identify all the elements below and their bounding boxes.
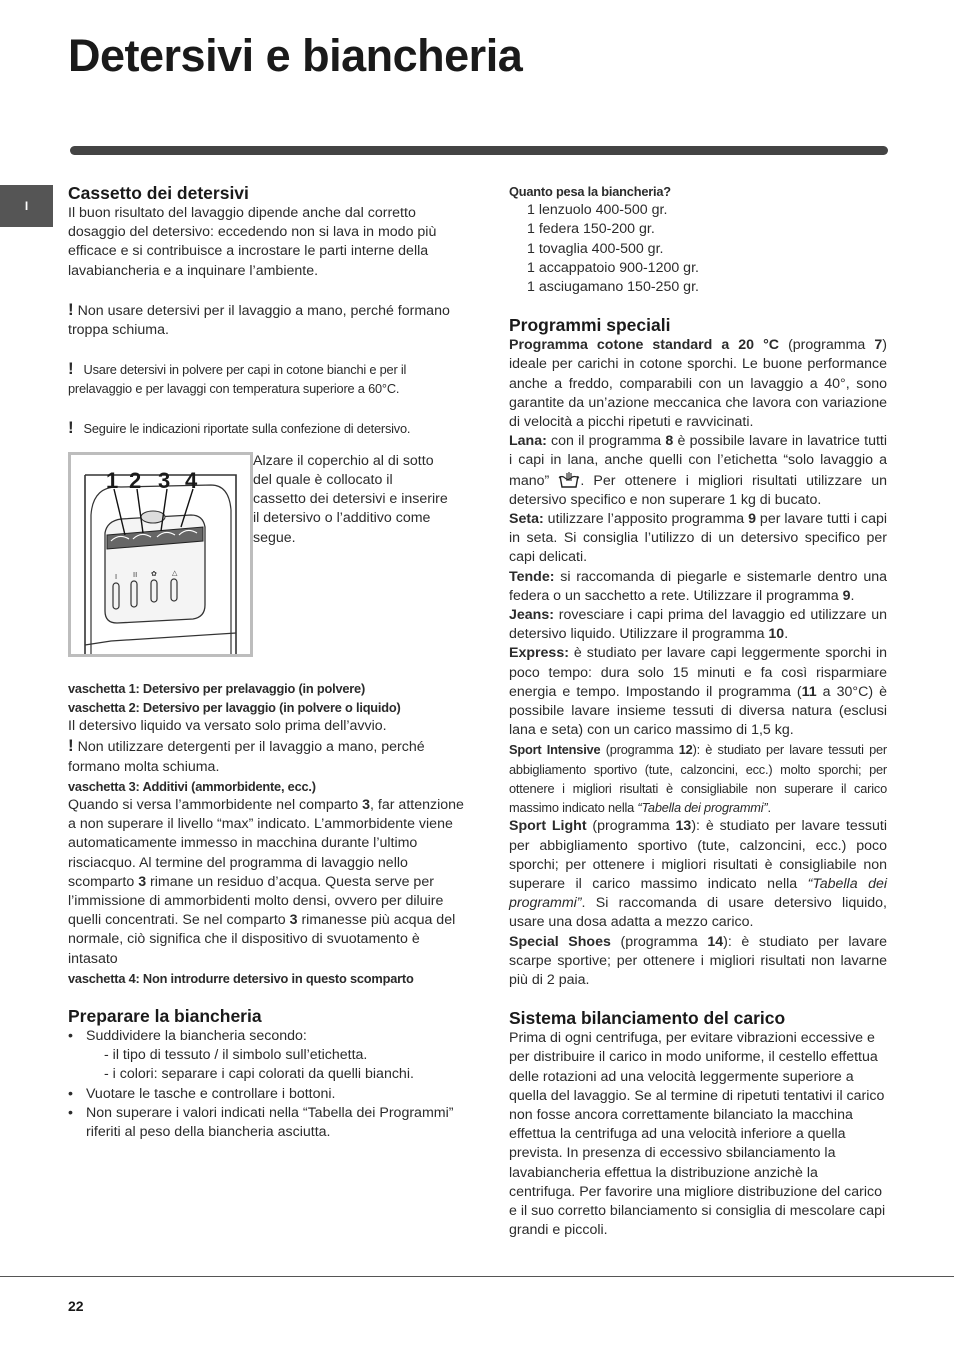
- compartment-label-2: 2: [129, 467, 142, 493]
- compartments-description: [68, 679, 466, 988]
- compartment-1-title: vaschetta 1: Detersivo per prelavaggio (in polvere): [68, 680, 366, 696]
- page-title: Detersivi e biancheria: [68, 30, 523, 81]
- warning-1: ! Non usare detersivi per il lavaggio a mano, perché formano troppa schiuma.: [68, 299, 450, 339]
- warning-3: ! Seguire le indicazioni riportate sulla confezione di detersivo.: [68, 417, 411, 437]
- detergent-drawer-drawing: [71, 455, 250, 654]
- svg-text:✿: ✿: [151, 569, 157, 578]
- express-paragraph: Express: è studiato per lavare capi leggermente sporchi in poco tempo: dura solo 15 minuti e fa così risparmiare energia e tempo. Impostando il programma (11 a 30°C) è possibile lavare insieme tessuti di diversa natura (esclusi lana e seta) con un carico massimo di 1,5 kg.: [509, 645, 887, 739]
- footer-divider: [0, 1276, 954, 1277]
- list-item: 1 asciugamano 150-250 gr.: [527, 279, 699, 296]
- list-item: • Suddividere la biancheria secondo: - il tipo di tessuto / il simbolo sull’etichetta. - i colori: separare i capi colorati da quelli bianchi.: [68, 1028, 414, 1083]
- list-item: • Non superare i valori indicati nella “Tabella dei Programmi” riferiti al peso della biancheria asciutta.: [68, 1104, 454, 1141]
- warning-icon: !: [68, 299, 74, 319]
- svg-text:II: II: [133, 570, 138, 579]
- lana-paragraph: Lana: con il programma 8 è possibile lavare in lavatrice tutti i capi in lana, anche quelli con l’etichetta “solo lavaggio a mano” . Per ottenere i migliori risultati utilizzare un detersivo specifico e non superare 1 kg di bucato.: [509, 433, 887, 508]
- detergent-drawer-illustration: [68, 452, 253, 657]
- bilanciamento-text: Prima di ogni centrifuga, per evitare vibrazioni eccessive e per distribuire il carico in modo uniforme, il cestello effettua delle rotazioni ad una velocità leggermente superiore a quella del lavaggio. Se al termine di ripetuti tentativi il carico non fosse ancora correttamente bilanciato la macchina effettua la centrifuga ad una velocità inferiore a quella prevista. In presenza di eccessivo sbilanciamento la lavabiancheria effettua la distribuzione anzichè la centrifuga. Per favorire una migliore distribuzione del carico e il suo corretto bilanciamento si consiglia di mescolare capi grandi e piccoli.: [509, 1030, 886, 1239]
- svg-text:△: △: [172, 568, 178, 577]
- compartment-3-text: Quando si versa l’ammorbidente nel comparto 3, far attenzione a non superare il livello “max” indicato. L’ammorbidente viene automaticamente immesso in macchina durante l’ultimo risciacquo. Al termine del programma di lavaggio nello scomparto 3 rimane un residuo d’acqua. Questa serve per l’immissione di ammorbidenti molto densi, ovvero per diluire quelli concentrati. Se nel comparto 3 rimanesse più acqua del normale, ciò significa che il dispositivo di svuotamento è intasato: [68, 797, 464, 967]
- cotone-paragraph: Programma cotone standard a 20 °C (programma 7) ideale per carichi in cotone sporchi. Le buone performance anche a freddo, comparabili con un lavaggio a 40°, sono garantite da un’azione meccanica che lavora con variazione di velocità a picchi ripetuti e ravvicinati.: [509, 337, 887, 431]
- compartment-label-4: 4: [185, 467, 198, 493]
- weights-list: [509, 201, 887, 297]
- list-item: 1 accappatoio 900-1200 gr.: [527, 259, 699, 276]
- sport-intensive-paragraph: Sport Intensive (programma 12): è studiato per lavare tessuti per abbigliamento sportivo (tute, calzoncini, ecc.) molto sporchi; per ottenere i migliori risultati è consigliabile non superare il carico massimo indicato nella “Tabella dei programmi”.: [509, 742, 887, 816]
- warning-icon: !: [68, 417, 74, 437]
- right-column: [509, 182, 887, 1240]
- list-item: • Vuotare le tasche e controllare i bottoni.: [68, 1085, 336, 1102]
- compartment-label-1: 1: [106, 467, 119, 493]
- sport-light-paragraph: Sport Light (programma 13): è studiato per lavare tessuti per abbigliamento sportivo (tute, calzoncini, ecc.) poco sporchi; per ottenere i migliori risultati è consigliabile non superare il carico massimo indicato nella “Tabella dei programmi”. Si raccomanda di usare detersivo liquido, usare una dosa adatta a mezzo carico.: [509, 818, 888, 931]
- special-shoes-paragraph: Special Shoes (programma 14): è studiato per lavare scarpe sportive; per ottenere i migliori risultati non lavarne più di 2 paia.: [509, 933, 887, 988]
- compartment-2-warning: ! Non utilizzare detergenti per il lavaggio a mano, perché formano molta schiuma.: [68, 736, 425, 775]
- preparare-heading: Preparare la biancheria: [68, 1006, 262, 1027]
- language-tab: I: [0, 185, 53, 227]
- compartment-label-3: 3: [158, 467, 171, 493]
- list-item: 1 lenzuolo 400-500 gr.: [527, 202, 668, 219]
- quanto-heading: Quanto pesa la biancheria?: [509, 184, 671, 199]
- warning-icon: !: [68, 736, 74, 756]
- jeans-paragraph: Jeans: rovesciare i capi prima del lavaggio ed utilizzare un detersivo liquido. Utilizzare il programma 10.: [509, 607, 887, 643]
- svg-text:I: I: [115, 572, 118, 581]
- detergent-drawer-figure-row: [68, 452, 466, 657]
- compartment-4-title: vaschetta 4: Non introdurre detersivo in questo scomparto: [68, 970, 414, 986]
- page-number: 22: [68, 1298, 84, 1314]
- cassetto-heading: Cassetto dei detersivi: [68, 183, 249, 203]
- cassetto-intro: Il buon risultato del lavaggio dipende anche dal corretto dosaggio del detersivo: eccedendo non si lava in modo più efficace e si contribuisce a incrostare le parti interne della lavabiancheria e a inquinare l’ambiente.: [68, 205, 437, 279]
- left-column: [68, 182, 466, 1142]
- preparare-list: [68, 1027, 466, 1142]
- compartment-2-title: vaschetta 2: Detersivo per lavaggio (in polvere o liquido): [68, 700, 401, 716]
- compartment-2-text: Il detersivo liquido va versato solo prima dell’avvio.: [68, 718, 387, 735]
- title-divider: [70, 146, 888, 155]
- tende-paragraph: Tende: si raccomanda di piegarle e sistemarle dentro una federa o un sacchetto a rete. Utilizzare il programma 9.: [509, 568, 887, 604]
- speciali-heading: Programmi speciali: [509, 315, 671, 336]
- hand-wash-icon: [558, 471, 580, 489]
- list-item: 1 tovaglia 400-500 gr.: [527, 240, 664, 257]
- compartment-3-title: vaschetta 3: Additivi (ammorbidente, ecc.): [68, 778, 316, 794]
- list-item: 1 federa 150-200 gr.: [527, 221, 655, 238]
- bilanciamento-heading: Sistema bilanciamento del carico: [509, 1008, 786, 1029]
- figure-caption: Alzare il coperchio al di sotto del quale è collocato il cassetto dei detersivi e inserire il detersivo o l’additivo come segue.: [253, 452, 448, 546]
- seta-paragraph: Seta: utilizzare l’apposito programma 9 per lavare tutti i capi in seta. Si consiglia l’utilizzo di un detersivo specifico per capi delicati.: [509, 511, 888, 566]
- warning-icon: !: [68, 359, 74, 379]
- warning-2: ! Usare detersivi in polvere per capi in cotone bianchi e per il prelavaggio e per lavaggi con temperatura superiore a 60°C.: [68, 359, 407, 397]
